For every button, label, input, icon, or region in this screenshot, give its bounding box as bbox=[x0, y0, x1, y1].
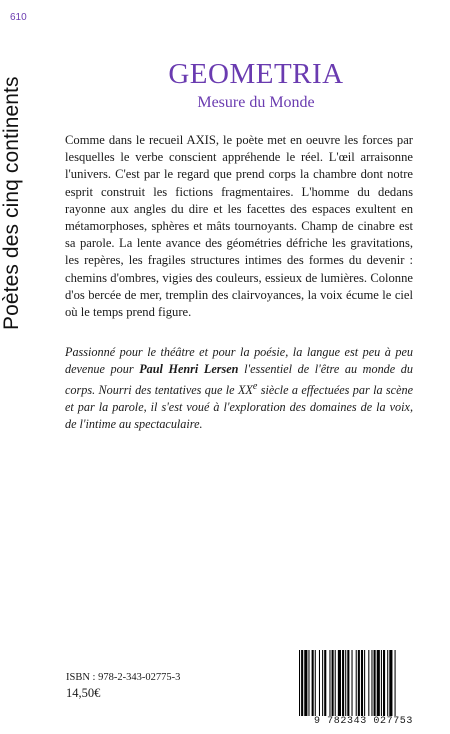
century-superscript: e bbox=[252, 381, 258, 392]
barcode-bar bbox=[395, 650, 396, 716]
barcode-bar bbox=[342, 650, 344, 716]
barcode-bar bbox=[338, 650, 341, 716]
barcode-bar bbox=[324, 650, 326, 716]
barcode-bar bbox=[387, 650, 388, 716]
author-name: Paul Henri Lersen bbox=[139, 362, 239, 376]
barcode-bar bbox=[299, 650, 300, 716]
barcode-bar bbox=[322, 650, 323, 716]
barcode-bar bbox=[352, 650, 353, 716]
barcode-bar bbox=[383, 650, 385, 716]
barcode-bar bbox=[377, 650, 380, 716]
bio-text-end: siècle a effectuées par la scène et par la parole, il s'est voué à l'exploration des domaines de la voix, de l'intime au spectaculaire. bbox=[65, 383, 413, 432]
barcode-bar bbox=[361, 650, 363, 716]
barcode-bar bbox=[345, 650, 346, 716]
barcode-bar bbox=[374, 650, 376, 716]
isbn: ISBN : 978-2-343-02775-3 bbox=[66, 672, 181, 683]
barcode-bar bbox=[381, 650, 382, 716]
book-title: GEOMETRIA bbox=[168, 58, 344, 90]
bio-text-middle: l'essentiel de l'être au monde du corps. Nourri des tentatives que le XX bbox=[65, 362, 413, 398]
series-number: 610 bbox=[10, 12, 27, 23]
book-subtitle: Mesure du Monde bbox=[197, 94, 315, 111]
barcode-bar bbox=[304, 650, 307, 716]
barcode-bar bbox=[319, 650, 320, 716]
series-name: Poètes des cinq continents bbox=[0, 76, 23, 330]
barcode-bar bbox=[329, 650, 330, 716]
barcode-bar bbox=[347, 650, 349, 716]
price: 14,50€ bbox=[66, 686, 101, 700]
back-cover-summary: Comme dans le recueil AXIS, le poète met en oeuvre les forces par lesquelles le verbe conscient appréhende le réel. L'œil arraisonne l'univers. C'est par le regard que prend corps la chambre dont notre esprit construit les fictions fragmentaires. L'homme du dedans rayonne aux angles du dire et les facettes des espaces exultent en métamorphoses, sphères et mâts tournoyants. Champ de cinabre est sa parole. La lente avance des géométries défriche les gravitations, les repères, les fragiles structures intimes des formes du devenir : chemins d'ombres, vigies des couleurs, essieux de lumières. Colonne d'os bercée de mer, tremplin des clairvoyances, la voix écume le ciel où le temps prend figure. bbox=[65, 133, 413, 320]
barcode-bar bbox=[368, 650, 369, 716]
barcode-bar bbox=[358, 650, 360, 716]
barcode-bar bbox=[308, 650, 309, 716]
barcode-bar bbox=[335, 650, 336, 716]
barcode-bar bbox=[364, 650, 365, 716]
barcode-bar bbox=[315, 650, 316, 716]
barcode-bar bbox=[332, 650, 334, 716]
barcode-digits: 9 782343 027753 bbox=[296, 716, 431, 727]
author-bio bbox=[65, 344, 413, 433]
barcode-bar bbox=[371, 650, 372, 716]
barcode-bar bbox=[389, 650, 392, 716]
bio-text-start: Passionné pour le théâtre et pour la poésie, la langue est peu à peu devenue pour bbox=[65, 345, 413, 376]
barcode-bar bbox=[301, 650, 303, 716]
barcode-bar bbox=[312, 650, 314, 716]
barcode-bar bbox=[356, 650, 357, 716]
